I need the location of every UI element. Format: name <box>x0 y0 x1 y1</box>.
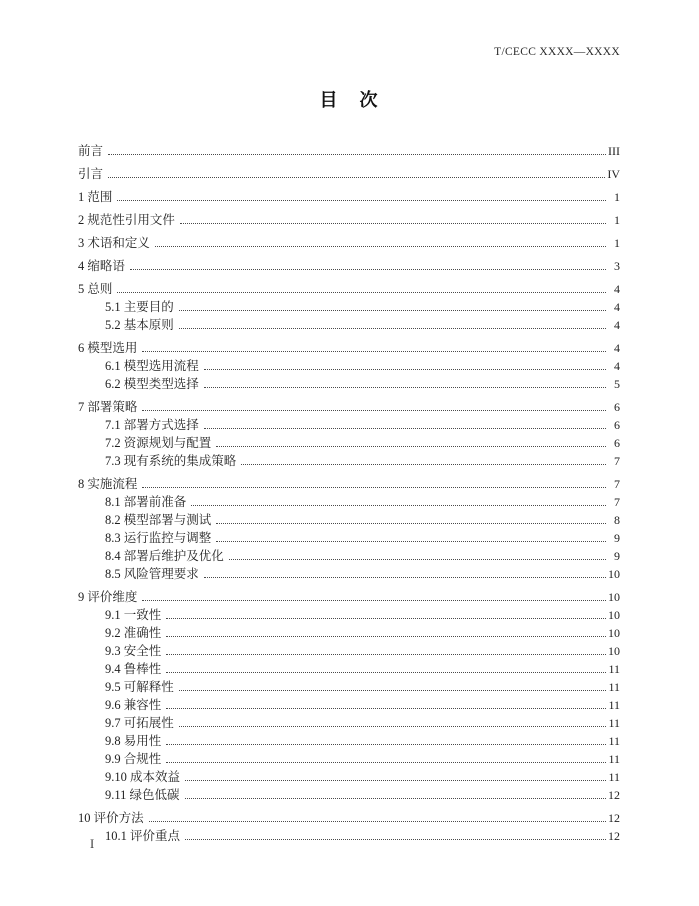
toc-entry <box>78 732 620 750</box>
toc-dot-leader <box>166 744 606 745</box>
toc-entry <box>78 257 620 275</box>
toc-entry-label: 9.9 合规性 <box>105 752 162 766</box>
toc-entry-page: 4 <box>614 359 620 373</box>
toc-entry-label: 10 评价方法 <box>78 811 144 825</box>
toc-entry <box>78 768 620 786</box>
toc-entry-page: 9 <box>614 549 620 563</box>
toc-entry-page: 7 <box>614 495 620 509</box>
toc-dot-leader <box>142 410 606 411</box>
toc-entry <box>78 588 620 606</box>
toc-entry <box>78 750 620 768</box>
toc-dot-leader <box>179 328 606 329</box>
toc-entry-label: 8 实施流程 <box>78 477 138 491</box>
toc-entry-page: 3 <box>614 259 620 273</box>
toc-entry-label: 6.1 模型选用流程 <box>105 359 199 373</box>
toc-entry-page: 11 <box>608 752 620 766</box>
toc-dot-leader <box>117 200 606 201</box>
toc-dot-leader <box>130 269 606 270</box>
toc-entry <box>78 606 620 624</box>
toc-entry-page: 5 <box>614 377 620 391</box>
toc-dot-leader <box>179 310 606 311</box>
toc-entry-page: 4 <box>614 341 620 355</box>
toc-entry <box>78 827 620 845</box>
toc-entry-label: 3 术语和定义 <box>78 236 150 250</box>
toc-entry-page: III <box>608 144 620 158</box>
toc-entry <box>78 624 620 642</box>
toc-entry-label: 9.10 成本效益 <box>105 770 181 784</box>
toc-dot-leader <box>155 246 606 247</box>
toc-entry-page: 11 <box>608 698 620 712</box>
toc-entry-label: 4 缩略语 <box>78 259 125 273</box>
toc-entry-page: 8 <box>614 513 620 527</box>
toc-entry-label: 8.1 部署前准备 <box>105 495 187 509</box>
toc-entry <box>78 142 620 160</box>
toc-dot-leader <box>204 387 606 388</box>
toc-entry-page: 1 <box>614 213 620 227</box>
toc-entry-label: 7.1 部署方式选择 <box>105 418 199 432</box>
toc-entry-page: 12 <box>608 829 620 843</box>
toc-dot-leader <box>216 446 606 447</box>
toc-entry-label: 2 规范性引用文件 <box>78 213 175 227</box>
toc-entry-label: 9.8 易用性 <box>105 734 162 748</box>
toc-entry-label: 9.7 可拓展性 <box>105 716 174 730</box>
toc-entry <box>78 416 620 434</box>
toc-entry <box>78 165 620 183</box>
toc-dot-leader <box>117 292 606 293</box>
toc-entry-label: 引言 <box>78 167 104 181</box>
toc-entry-label: 9.2 准确性 <box>105 626 162 640</box>
toc-dot-leader <box>185 798 606 799</box>
toc-entry <box>78 211 620 229</box>
toc-entry-page: 6 <box>614 418 620 432</box>
toc-entry <box>78 565 620 583</box>
toc-entry <box>78 714 620 732</box>
toc-entry-page: 4 <box>614 300 620 314</box>
toc-entry-page: 11 <box>608 734 620 748</box>
toc-entry-label: 5 总则 <box>78 282 113 296</box>
toc-entry-label: 6.2 模型类型选择 <box>105 377 199 391</box>
toc-dot-leader <box>229 559 606 560</box>
toc-entry-page: 11 <box>608 662 620 676</box>
toc-entry <box>78 339 620 357</box>
toc-dot-leader <box>149 821 606 822</box>
toc-entry-page: 11 <box>608 680 620 694</box>
toc-entry-label: 7 部署策略 <box>78 400 138 414</box>
toc-entry-label: 7.2 资源规划与配置 <box>105 436 212 450</box>
toc-dot-leader <box>180 223 606 224</box>
toc-entry-page: 11 <box>608 770 620 784</box>
toc-entry-page: 10 <box>608 626 620 640</box>
toc-entry <box>78 280 620 298</box>
toc-entry <box>78 452 620 470</box>
toc-entry <box>78 357 620 375</box>
toc-dot-leader <box>216 541 606 542</box>
toc-entry-label: 1 范围 <box>78 190 113 204</box>
toc-dot-leader <box>179 726 606 727</box>
toc-entry-label: 8.2 模型部署与测试 <box>105 513 212 527</box>
toc-entry <box>78 529 620 547</box>
toc-dot-leader <box>204 428 606 429</box>
toc-entry-page: 10 <box>608 590 620 604</box>
toc-entry-label: 8.4 部署后维护及优化 <box>105 549 224 563</box>
toc-dot-leader <box>142 351 606 352</box>
toc-dot-leader <box>166 618 606 619</box>
toc-entry-label: 9.5 可解释性 <box>105 680 174 694</box>
toc-entry-page: 1 <box>614 236 620 250</box>
toc-entry <box>78 434 620 452</box>
toc-entry <box>78 188 620 206</box>
toc-entry-page: 11 <box>608 716 620 730</box>
toc-dot-leader <box>216 523 606 524</box>
toc-entry-page: 12 <box>608 811 620 825</box>
toc-dot-leader <box>185 839 606 840</box>
toc-entry <box>78 511 620 529</box>
toc-entry-label: 5.1 主要目的 <box>105 300 174 314</box>
toc-entry <box>78 547 620 565</box>
toc-dot-leader <box>108 177 605 178</box>
toc-entry-label: 7.3 现有系统的集成策略 <box>105 454 237 468</box>
toc-entry-label: 6 模型选用 <box>78 341 138 355</box>
toc-entry <box>78 298 620 316</box>
toc-entry-page: 6 <box>614 436 620 450</box>
toc-dot-leader <box>166 654 606 655</box>
toc-entry-page: IV <box>607 167 620 181</box>
toc-entry <box>78 398 620 416</box>
toc-entry-label: 9.1 一致性 <box>105 608 162 622</box>
toc-entry-label: 9 评价维度 <box>78 590 138 604</box>
toc-entry-label: 8.3 运行监控与调整 <box>105 531 212 545</box>
page-title: 目 次 <box>319 90 380 110</box>
toc-entry-page: 10 <box>608 567 620 581</box>
toc-entry-page: 7 <box>614 477 620 491</box>
toc-entry <box>78 678 620 696</box>
footer-page-number: I <box>90 837 95 851</box>
toc-entry-page: 9 <box>614 531 620 545</box>
toc-entry <box>78 660 620 678</box>
toc-entry-label: 前言 <box>78 144 104 158</box>
toc-entry <box>78 642 620 660</box>
toc-entry-page: 1 <box>614 190 620 204</box>
toc-entry <box>78 809 620 827</box>
toc-entry <box>78 696 620 714</box>
toc-entry-label: 8.5 风险管理要求 <box>105 567 199 581</box>
toc-dot-leader <box>191 505 606 506</box>
toc-dot-leader <box>108 154 606 155</box>
table-of-contents <box>78 142 620 845</box>
toc-entry-label: 9.6 兼容性 <box>105 698 162 712</box>
document-code: T/CECC XXXX—XXXX <box>494 46 620 58</box>
toc-entry-label: 9.11 绿色低碳 <box>105 788 180 802</box>
toc-dot-leader <box>179 690 606 691</box>
toc-dot-leader <box>166 636 606 637</box>
toc-entry-label: 9.4 鲁棒性 <box>105 662 162 676</box>
toc-entry <box>78 375 620 393</box>
toc-entry-page: 10 <box>608 608 620 622</box>
toc-dot-leader <box>185 780 606 781</box>
toc-entry-page: 6 <box>614 400 620 414</box>
toc-entry-page: 10 <box>608 644 620 658</box>
toc-entry-label: 10.1 评价重点 <box>105 829 181 843</box>
toc-dot-leader <box>166 708 606 709</box>
toc-entry-page: 4 <box>614 282 620 296</box>
toc-dot-leader <box>204 369 606 370</box>
toc-entry <box>78 475 620 493</box>
toc-entry-label: 9.3 安全性 <box>105 644 162 658</box>
toc-entry <box>78 316 620 334</box>
toc-dot-leader <box>241 464 606 465</box>
toc-entry-page: 7 <box>614 454 620 468</box>
toc-entry-page: 4 <box>614 318 620 332</box>
toc-dot-leader <box>142 600 606 601</box>
toc-entry <box>78 786 620 804</box>
toc-dot-leader <box>166 762 606 763</box>
toc-dot-leader <box>142 487 606 488</box>
toc-entry-label: 5.2 基本原则 <box>105 318 174 332</box>
toc-entry <box>78 493 620 511</box>
toc-dot-leader <box>166 672 606 673</box>
toc-dot-leader <box>204 577 606 578</box>
toc-entry <box>78 234 620 252</box>
toc-entry-page: 12 <box>608 788 620 802</box>
